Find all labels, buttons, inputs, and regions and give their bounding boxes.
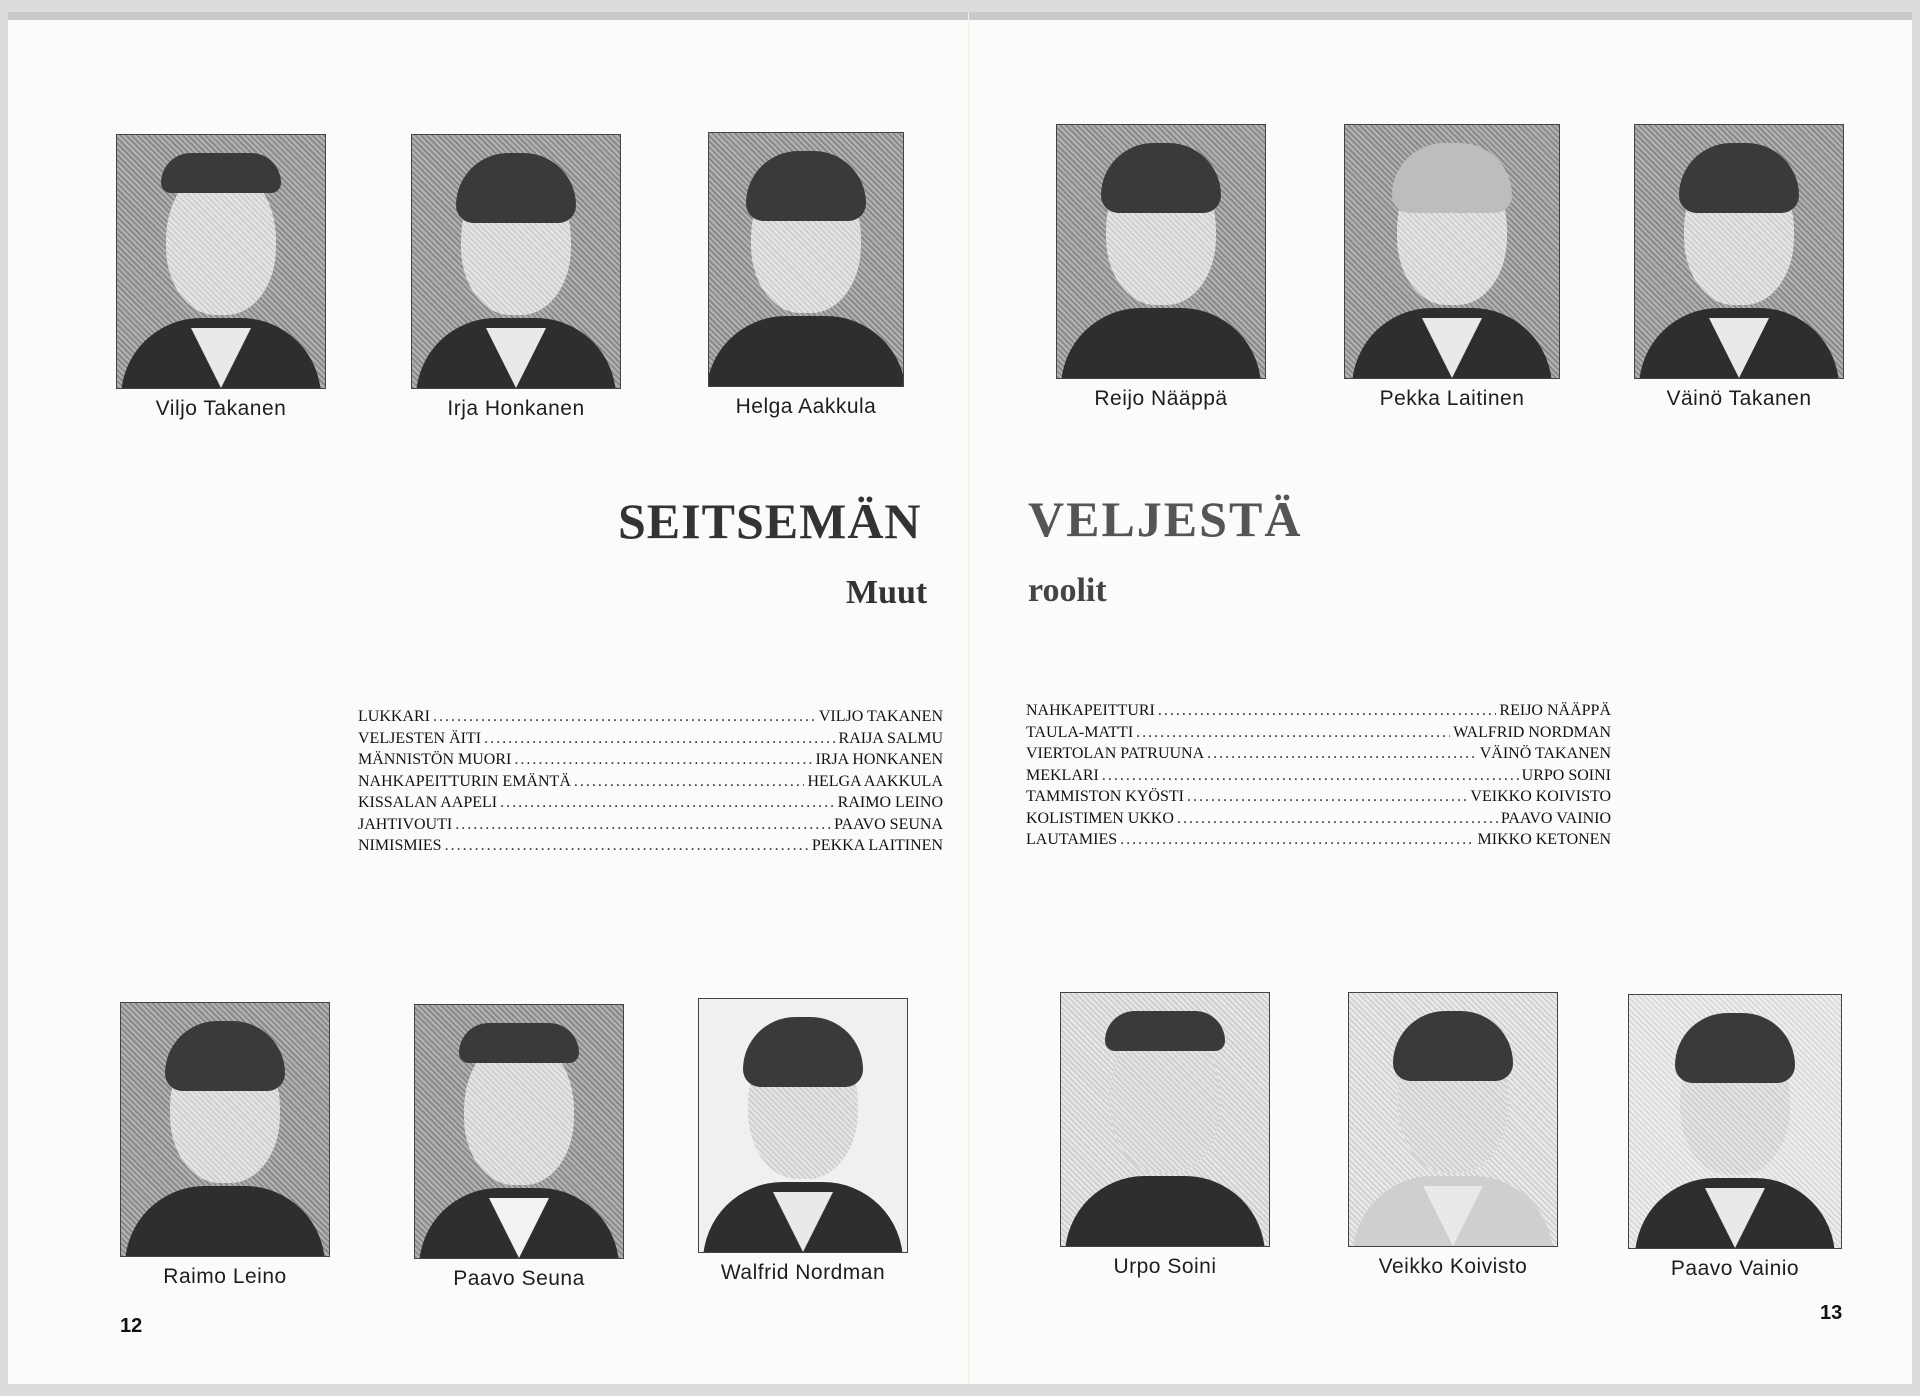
- photo-caption: Walfrid Nordman: [720, 1261, 886, 1284]
- page-title-left: SEITSEMÄN: [618, 493, 922, 549]
- cast-list-right: [1026, 702, 1611, 853]
- portrait-image: [1628, 994, 1842, 1249]
- portrait-image: [1056, 124, 1266, 379]
- cast-row: [1026, 702, 1611, 724]
- page-number-left: 12: [120, 1315, 143, 1337]
- cast-photo: [414, 1004, 624, 1291]
- cast-photo: [116, 134, 326, 421]
- portrait-image: [1060, 992, 1270, 1247]
- photo-caption: Reijo Nääppä: [1094, 387, 1228, 410]
- cast-row: [358, 730, 943, 752]
- photo-caption: Helga Aakkula: [735, 395, 877, 418]
- cast-row: [1026, 831, 1611, 853]
- booklet-spread: [8, 12, 1912, 1384]
- cast-row: [358, 837, 943, 859]
- actor-name: REIJO NÄÄPPÄ: [1499, 702, 1611, 719]
- actor-name: PAAVO SEUNA: [834, 815, 943, 833]
- portrait-image: [698, 998, 908, 1253]
- cast-photo: [1060, 992, 1270, 1279]
- role-name: TAULA-MATTI: [1026, 723, 1134, 741]
- cast-row: [1026, 724, 1611, 746]
- role-name: KOLISTIMEN UKKO: [1026, 809, 1174, 827]
- portrait-image: [414, 1004, 624, 1259]
- actor-name: PEKKA LAITINEN: [811, 837, 943, 854]
- cast-photo: [411, 134, 621, 421]
- photo-caption: Väinö Takanen: [1666, 387, 1812, 410]
- cast-photo: [1628, 994, 1842, 1281]
- cast-photo: [1056, 124, 1266, 411]
- actor-name: URPO SOINI: [1521, 766, 1611, 784]
- photo-caption: Paavo Vainio: [1670, 1257, 1800, 1280]
- cast-photo: [708, 132, 904, 419]
- actor-name: HELGA AAKKULA: [807, 772, 943, 790]
- page-gutter: [968, 12, 969, 1384]
- photo-caption: Viljo Takanen: [155, 397, 287, 420]
- cast-row: [1026, 767, 1611, 789]
- photo-caption: Raimo Leino: [163, 1265, 287, 1288]
- page-number-right: 13: [1820, 1302, 1843, 1324]
- cast-row: [358, 816, 943, 838]
- role-name: NAHKAPEITTURI: [1026, 702, 1155, 719]
- role-name: LAUTAMIES: [1026, 831, 1118, 848]
- actor-name: VÄINÖ TAKANEN: [1479, 745, 1611, 762]
- portrait-image: [708, 132, 904, 387]
- actor-name: PAAVO VAINIO: [1500, 809, 1611, 827]
- role-name: MEKLARI: [1026, 766, 1099, 784]
- photo-caption: Pekka Laitinen: [1379, 387, 1525, 410]
- actor-name: IRJA HONKANEN: [815, 751, 943, 768]
- role-name: JAHTIVOUTI: [358, 815, 453, 833]
- portrait-image: [411, 134, 621, 389]
- cast-photo: [1344, 124, 1560, 411]
- portrait-image: [116, 134, 326, 389]
- portrait-image: [1348, 992, 1558, 1247]
- subtitle-left: Muut: [846, 574, 928, 611]
- role-name: NAHKAPEITTURIN EMÄNTÄ: [358, 772, 571, 790]
- portrait-image: [1634, 124, 1844, 379]
- photo-caption: Veikko Koivisto: [1378, 1255, 1528, 1278]
- role-name: VIERTOLAN PATRUUNA: [1026, 745, 1205, 762]
- cast-photo: [698, 998, 908, 1285]
- cast-photo: [1348, 992, 1558, 1279]
- actor-name: MIKKO KETONEN: [1477, 831, 1611, 848]
- actor-name: WALFRID NORDMAN: [1453, 723, 1611, 741]
- actor-name: VILJO TAKANEN: [818, 708, 943, 725]
- role-name: MÄNNISTÖN MUORI: [358, 751, 512, 768]
- actor-name: RAIJA SALMU: [838, 729, 943, 747]
- portrait-image: [120, 1002, 330, 1257]
- subtitle-right: roolit: [1028, 572, 1107, 609]
- cast-list-left: [358, 708, 943, 859]
- actor-name: RAIMO LEINO: [837, 794, 943, 811]
- role-name: TAMMISTON KYÖSTI: [1026, 788, 1184, 805]
- role-name: VELJESTEN ÄITI: [358, 729, 482, 747]
- role-name: LUKKARI: [358, 708, 430, 725]
- photo-caption: Urpo Soini: [1113, 1255, 1217, 1278]
- cast-row: [358, 708, 943, 730]
- cast-row: [1026, 788, 1611, 810]
- cast-row: [358, 794, 943, 816]
- cast-row: [1026, 745, 1611, 767]
- actor-name: VEIKKO KOIVISTO: [1470, 788, 1611, 805]
- cast-row: [358, 751, 943, 773]
- cast-row: [358, 773, 943, 795]
- photo-caption: Irja Honkanen: [447, 397, 585, 420]
- portrait-image: [1344, 124, 1560, 379]
- scan-edge: [8, 12, 1912, 20]
- cast-photo: [120, 1002, 330, 1289]
- photo-caption: Paavo Seuna: [453, 1267, 585, 1290]
- page-title-right: VELJESTÄ: [1028, 491, 1303, 547]
- cast-photo: [1634, 124, 1844, 411]
- role-name: KISSALAN AAPELI: [358, 794, 498, 811]
- role-name: NIMISMIES: [358, 837, 442, 854]
- cast-row: [1026, 810, 1611, 832]
